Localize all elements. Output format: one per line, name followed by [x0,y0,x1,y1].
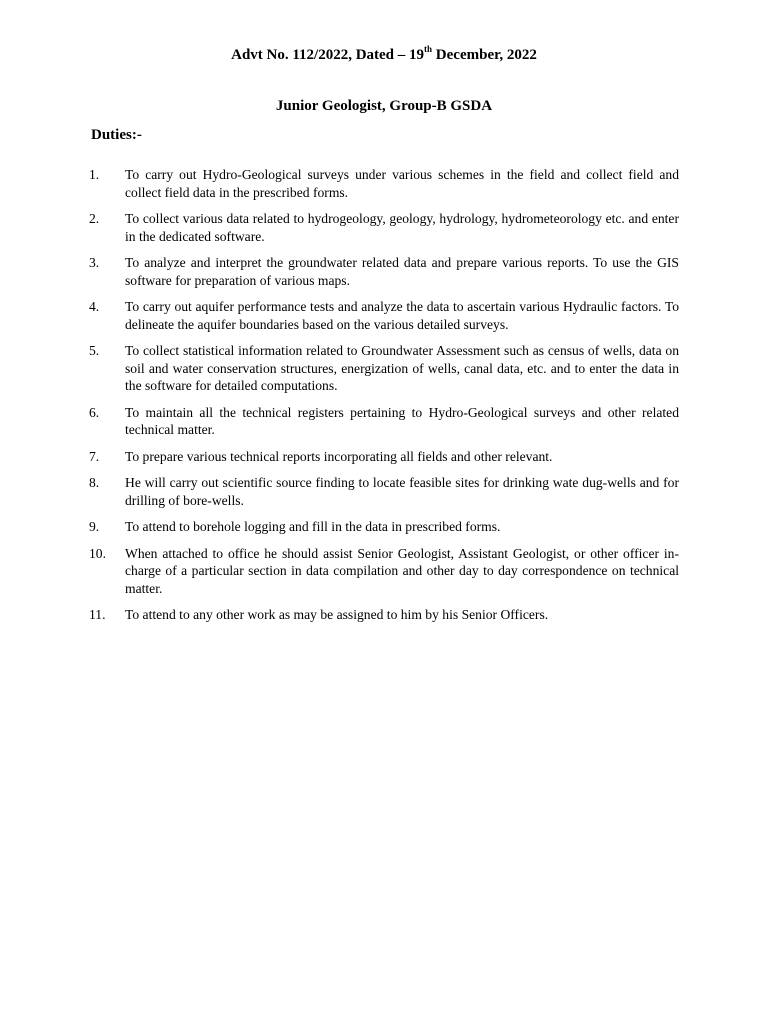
duty-item [89,606,679,624]
duty-text: To carry out aquifer performance tests and analyze the data to ascertain various Hydraulic factors. To delineate the aquifer boundaries based on the various detailed surveys. [125,299,679,332]
duties-label: Duties:- [91,127,142,143]
duty-text: When attached to office he should assist Senior Geologist, Assistant Geologist, or other officer in-charge of a particular section in data compilation and other day to day correspondence on technical matter. [125,545,679,596]
duty-number: 2. [89,211,100,226]
advt-date-superscript: th [424,44,433,54]
duty-list [89,166,679,633]
duty-item [89,474,679,509]
duty-number: 7. [89,448,100,464]
duty-text: To analyze and interpret the groundwater related data and prepare various reports. To use the GIS software for preparation of various maps. [125,255,679,288]
duty-item [89,518,679,536]
duty-number: 6. [89,404,100,420]
duty-text: To maintain all the technical registers pertaining to Hydro-Geological surveys and other related technical matter. [125,404,679,437]
duty-item [89,545,679,598]
advt-prefix: Advt No. 112/2022, Dated – 19 [231,47,425,63]
duty-item [89,254,679,289]
duty-item [89,448,679,466]
duty-text: To prepare various technical reports incorporating all fields and other relevant. [125,448,553,464]
advertisement-number-heading [0,46,768,64]
duty-text: To attend to borehole logging and fill in the data in prescribed forms. [125,519,501,534]
duty-number: 10. [89,545,106,561]
duty-number: 11. [89,607,106,622]
post-title: Junior Geologist, Group-B GSDA [275,98,493,114]
duty-number: 9. [89,519,100,534]
duty-text: To collect various data related to hydrogeology, geology, hydrology, hydrometeorology etc. and enter in the dedicated software. [125,211,679,244]
duty-item [89,342,679,395]
duty-item [89,298,679,333]
duty-text: To carry out Hydro-Geological surveys under various schemes in the field and collect field and collect field data in the prescribed forms. [125,167,679,200]
duty-number: 1. [89,167,100,182]
advt-suffix: December, 2022 [432,47,537,63]
duty-text: To attend to any other work as may be assigned to him by his Senior Officers. [125,607,549,622]
duty-item [89,166,679,201]
duty-text: He will carry out scientific source finding to locate feasible sites for drinking wate dug-wells and for drilling of bore-wells. [125,475,679,508]
duty-item [89,210,679,245]
duty-number: 5. [89,343,100,358]
duty-number: 3. [89,255,100,270]
duty-number: 8. [89,475,100,490]
duty-item [89,404,679,439]
duty-text: To collect statistical information related to Groundwater Assessment such as census of wells, data on soil and water conservation structures, energization of wells, canal data, etc. and to enter the data in the software for detailed computations. [125,343,679,393]
duty-number: 4. [89,299,100,314]
